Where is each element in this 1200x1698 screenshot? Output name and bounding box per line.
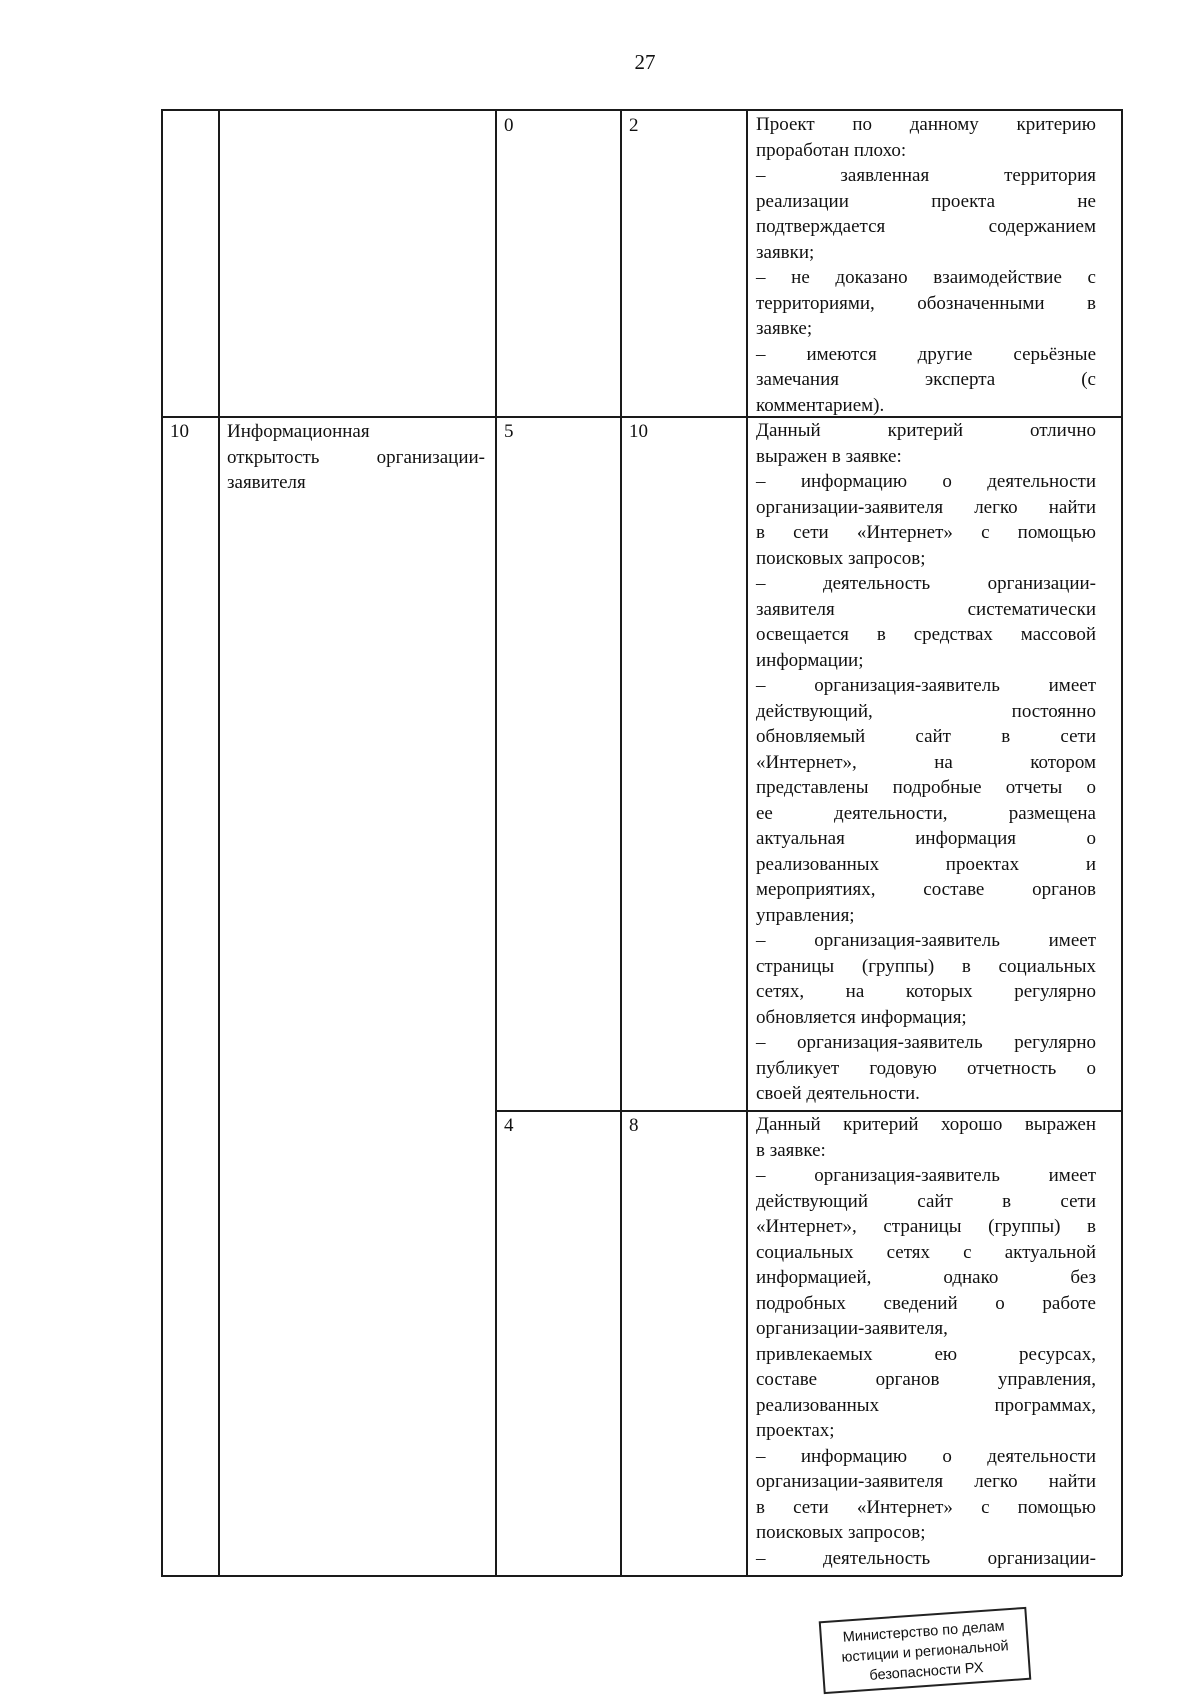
criterion-name: [227, 419, 485, 496]
description-line: мероприятиях, составе органов: [756, 879, 1096, 900]
description-line: привлекаемых ею ресурсах,: [756, 1343, 1096, 1365]
ministry-stamp: [819, 1607, 1032, 1694]
description-line: организации-заявителя легко найти: [756, 496, 1096, 518]
score-cell: 4: [504, 1115, 514, 1136]
description-line: информации;: [756, 649, 864, 671]
description-line: освещается в средствах массовой: [756, 624, 1096, 645]
score-cell: 5: [504, 421, 514, 442]
description-line: информацией, однако без: [756, 1267, 1096, 1288]
description-line: – имеются другие серьёзные: [756, 343, 1096, 365]
description-line: действующий сайт в сети: [756, 1190, 1096, 1212]
description-line: проектах;: [756, 1420, 835, 1441]
description-line: в заявке:: [756, 1139, 826, 1161]
description-line: своей деятельности.: [756, 1083, 920, 1104]
description-line: составе органов управления,: [756, 1369, 1096, 1390]
weighted-score-cell: 8: [629, 1115, 639, 1136]
page-number: 27: [634, 50, 656, 74]
description-line: публикует годовую отчетность о: [756, 1057, 1096, 1079]
criterion-description: [756, 1112, 1096, 1571]
description-line: обновляемый сайт в сети: [756, 726, 1096, 747]
description-line: выражен в заявке:: [756, 445, 902, 467]
row-number: 10: [170, 421, 189, 442]
description-line: ее деятельности, размещена: [756, 802, 1096, 824]
description-line: Проект по данному критерию: [756, 114, 1096, 135]
weighted-score-cell: 10: [629, 421, 648, 442]
description-line: в сети «Интернет» с помощью: [756, 522, 1096, 543]
column-border: [746, 109, 748, 1576]
description-line: – организация-заявитель имеет: [756, 930, 1096, 951]
description-line: реализации проекта не: [756, 190, 1096, 212]
description-line: территориями, обозначенными в: [756, 292, 1096, 314]
description-line: – заявленная территория: [756, 165, 1096, 186]
description-line: организации-заявителя легко найти: [756, 1471, 1096, 1492]
description-line: социальных сетях с актуальной: [756, 1241, 1096, 1263]
description-line: обновляется информация;: [756, 1006, 967, 1028]
criterion-name-line: Информационная: [227, 421, 370, 442]
table-top-border: [161, 109, 1122, 111]
description-line: «Интернет», на котором: [756, 751, 1096, 773]
column-border: [620, 109, 622, 1576]
description-line: замечания эксперта (с: [756, 369, 1096, 390]
criterion-name-line: заявителя: [227, 472, 306, 493]
description-line: Данный критерий хорошо выражен: [756, 1114, 1096, 1135]
description-line: комментарием).: [756, 394, 885, 416]
description-line: страницы (группы) в социальных: [756, 955, 1096, 977]
description-line: реализованных программах,: [756, 1394, 1096, 1416]
description-line: Данный критерий отлично: [756, 420, 1096, 441]
column-border: [1121, 109, 1123, 1576]
description-line: поисковых запросов;: [756, 1522, 926, 1543]
weighted-score-cell: 2: [629, 115, 639, 136]
description-line: поисковых запросов;: [756, 547, 926, 569]
description-line: – деятельность организации-: [756, 573, 1096, 594]
column-border: [218, 109, 220, 1576]
description-line: – организация-заявитель имеет: [756, 675, 1096, 696]
description-line: организации-заявителя,: [756, 1318, 948, 1339]
description-line: реализованных проектах и: [756, 853, 1096, 875]
description-line: заявки;: [756, 241, 815, 263]
description-line: управления;: [756, 904, 855, 926]
description-line: – организация-заявитель имеет: [756, 1165, 1096, 1186]
stamp-line: Министерство по делам: [842, 1618, 1006, 1646]
score-cell: 0: [504, 115, 514, 136]
column-border: [495, 109, 497, 1576]
description-line: действующий, постоянно: [756, 700, 1096, 722]
description-line: заявителя систематически: [756, 598, 1096, 620]
description-line: заявке;: [756, 318, 813, 339]
criterion-description: [756, 418, 1096, 1107]
description-line: представлены подробные отчеты о: [756, 777, 1096, 798]
description-line: – информацию о деятельности: [756, 1445, 1096, 1467]
criterion-description: [756, 112, 1096, 418]
criterion-name-line: открытость организации-: [227, 446, 485, 468]
stamp-line: юстиции и региональной: [841, 1638, 1010, 1666]
column-border: [161, 109, 163, 1576]
description-line: – деятельность организации-: [756, 1547, 1096, 1569]
description-line: – информацию о деятельности: [756, 471, 1096, 492]
description-line: в сети «Интернет» с помощью: [756, 1496, 1096, 1518]
description-line: проработан плохо:: [756, 139, 907, 161]
description-line: – не доказано взаимодействие с: [756, 267, 1096, 288]
description-line: сетях, на которых регулярно: [756, 981, 1096, 1002]
description-line: – организация-заявитель регулярно: [756, 1032, 1096, 1053]
description-line: подробных сведений о работе: [756, 1292, 1096, 1314]
description-line: «Интернет», страницы (группы) в: [756, 1216, 1096, 1237]
description-line: актуальная информация о: [756, 828, 1096, 849]
description-line: подтверждается содержанием: [756, 216, 1096, 237]
stamp-line: безопасности РХ: [868, 1659, 985, 1684]
table-bottom-border: [161, 1575, 1122, 1577]
